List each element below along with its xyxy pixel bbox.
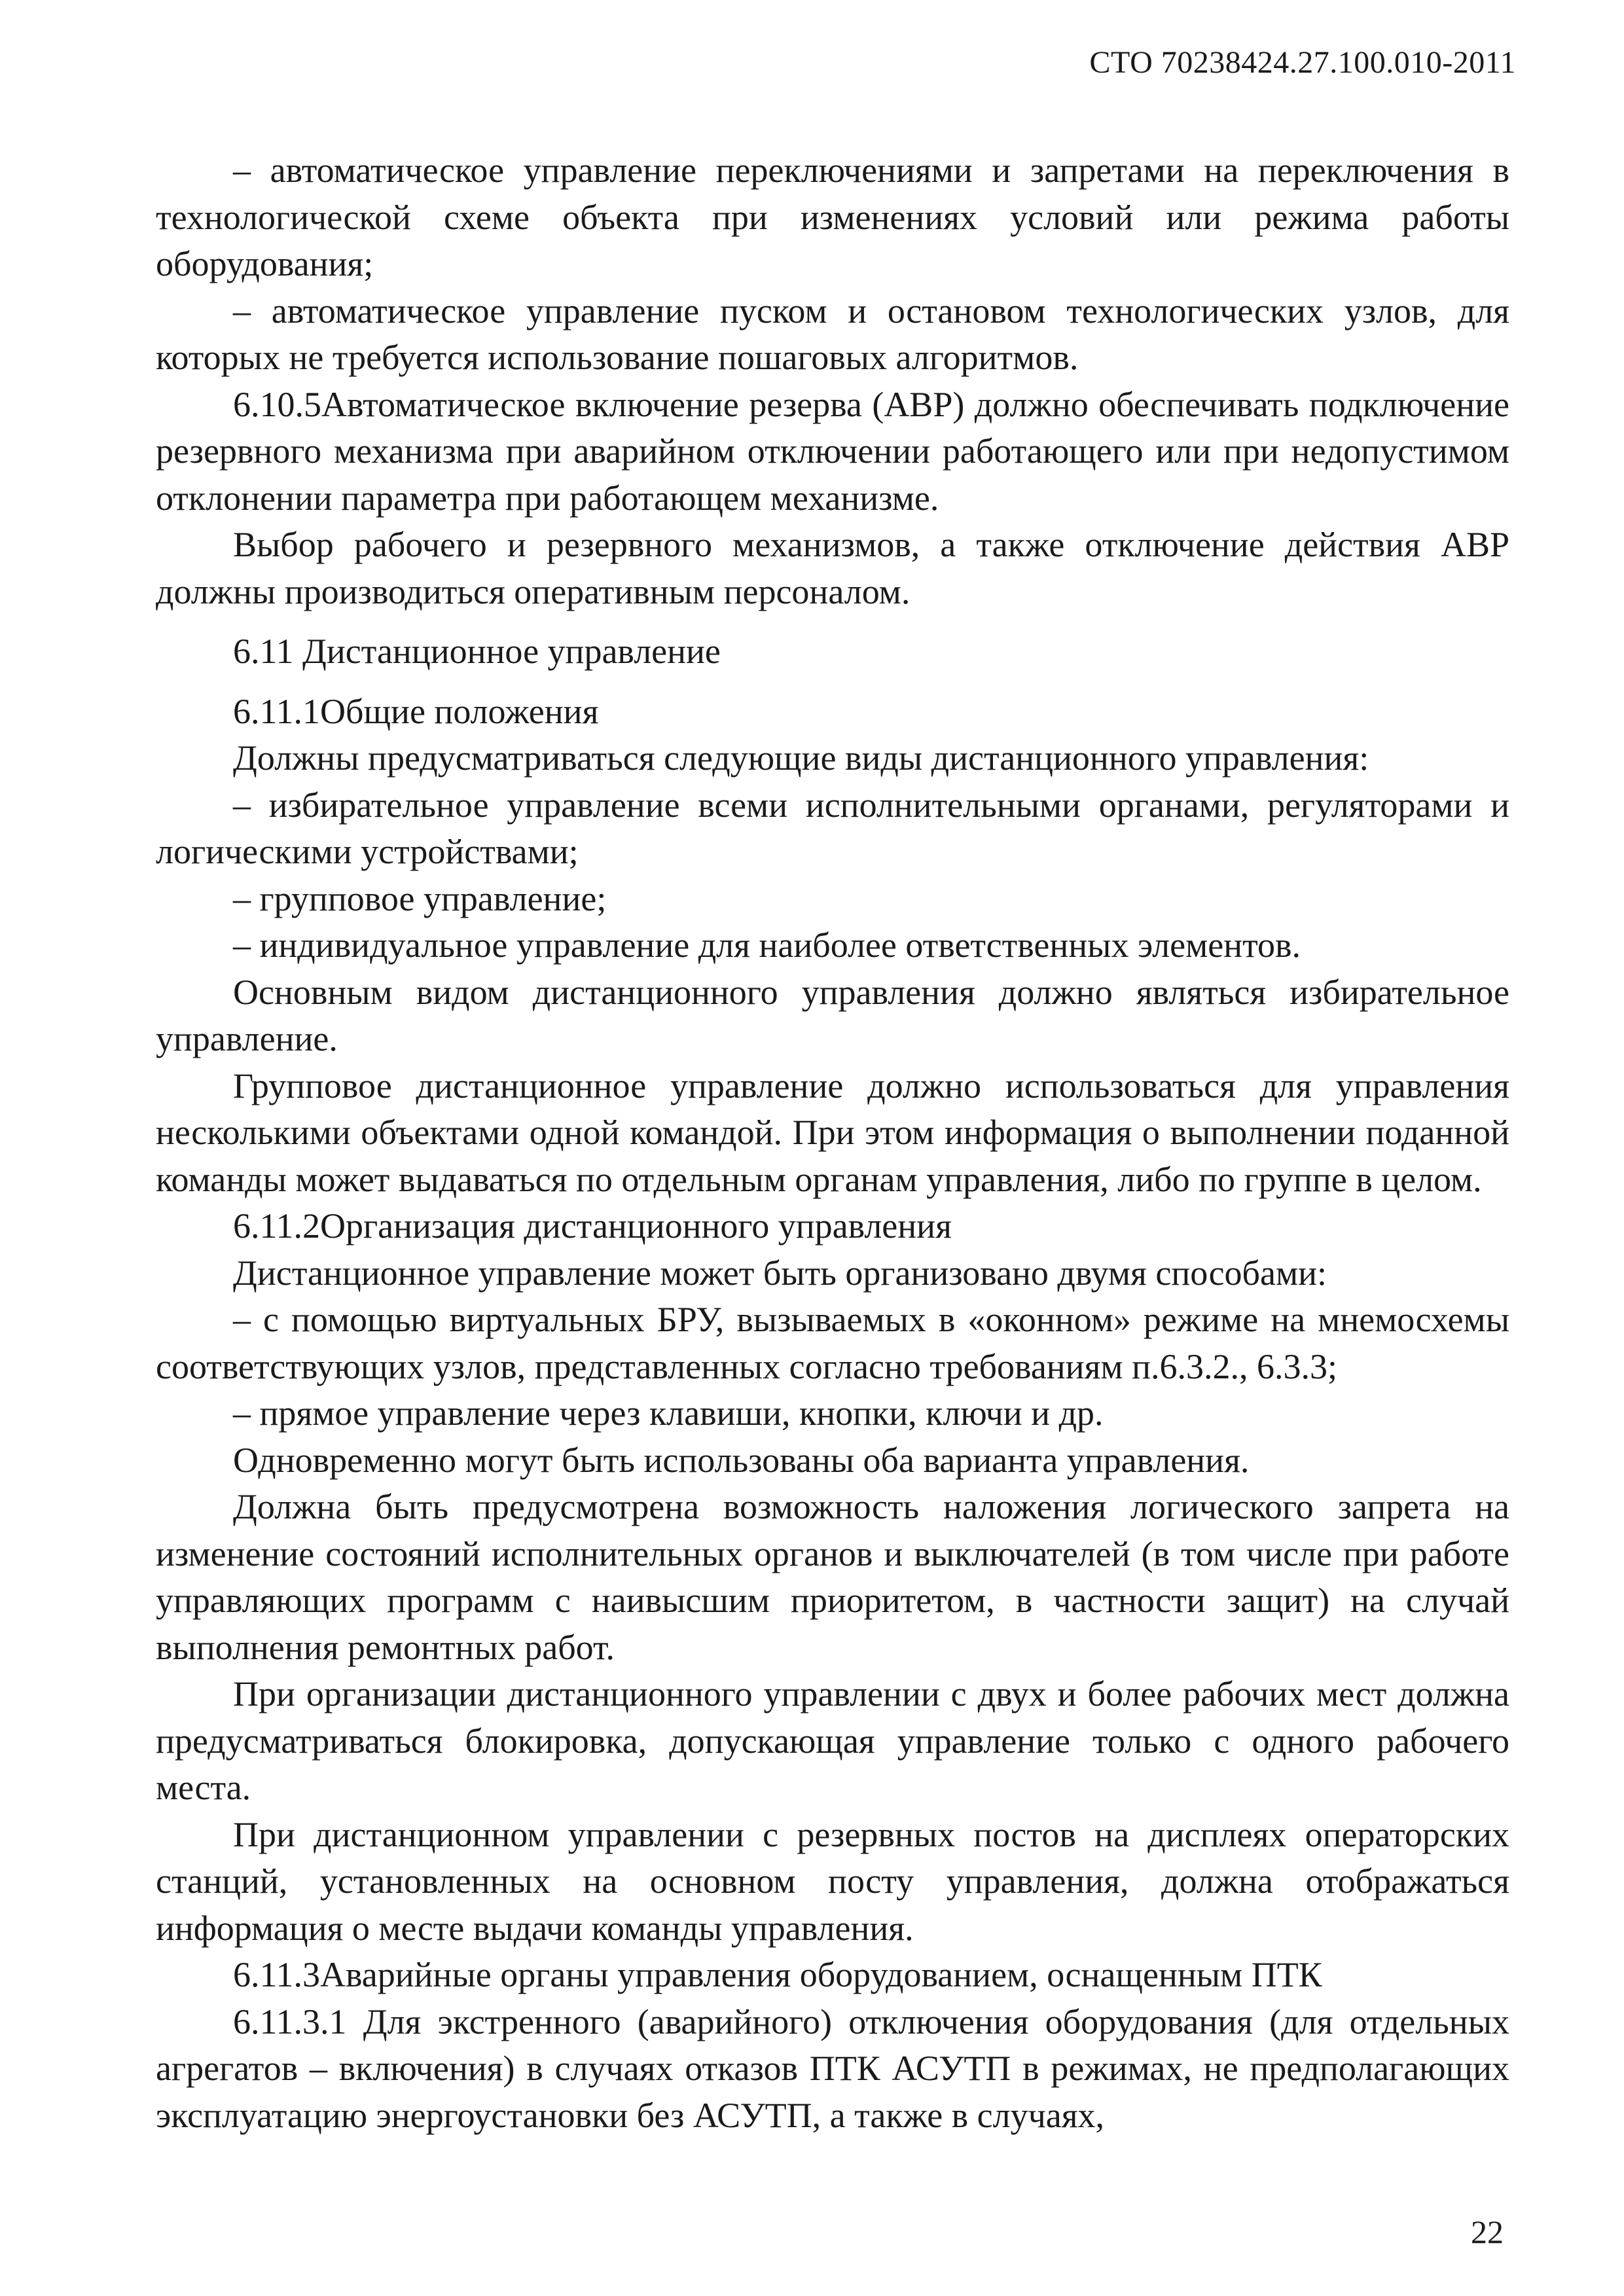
- paragraph: Дистанционное управление может быть организовано двумя способами:: [233, 1253, 1327, 1293]
- document-code-header: СТО 70238424.27.100.010-2011: [1089, 45, 1516, 80]
- paragraph: Должна быть предусмотрена возможность наложения логического запрета на изменение состояний исполнительных органов и выключателей (в том числе при работе управляющих программ с наивысшим приоритетом, в частности защит) на случай выполнения ремонтных работ.: [156, 1487, 1509, 1667]
- clause-6-10-5: 6.10.5Автоматическое включение резерва (АВР) должно обеспечивать подключение резервного механизма при аварийном отключении работающего или при недопустимом отклонении параметра при работающем механизме.: [156, 384, 1509, 518]
- paragraph: При организации дистанционного управлении с двух и более рабочих мест должна предусматриваться блокировка, допускающая управление только с одного рабочего места.: [156, 1674, 1509, 1807]
- list-item: – избирательное управление всеми исполнительными органами, регуляторами и логическими устройствами;: [156, 785, 1509, 871]
- page-body: [156, 147, 1509, 2139]
- page-number: 22: [1471, 2214, 1504, 2250]
- subsection-heading-6-11-3: 6.11.3Аварийные органы управления оборудованием, оснащенным ПТК: [233, 1955, 1322, 1994]
- list-item: – групповое управление;: [233, 878, 607, 918]
- paragraph: Групповое дистанционное управление должно использоваться для управления несколькими объектами одной командой. При этом информация о выполнении поданной команды может выдаваться по отдельным органам управления, либо по группе в целом.: [156, 1066, 1509, 1199]
- list-item: – автоматическое управление пуском и остановом технологических узлов, для которых не требуется использование пошаговых алгоритмов.: [156, 291, 1509, 377]
- subsection-heading-6-11-1: 6.11.1Общие положения: [233, 691, 599, 731]
- paragraph: Выбор рабочего и резервного механизмов, а также отключение действия АВР должны производиться оперативным персоналом.: [156, 525, 1509, 611]
- paragraph: При дистанционном управлении с резервных постов на дисплеях операторских станций, установленных на основном посту управления, должна отображаться информация о месте выдачи команды управления.: [156, 1814, 1509, 1948]
- subsection-heading-6-11-2: 6.11.2Организация дистанционного управления: [233, 1206, 952, 1246]
- list-item: – автоматическое управление переключениями и запретами на переключения в технологической схеме объекта при изменениях условий или режима работы оборудования;: [156, 151, 1509, 283]
- paragraph: Одновременно могут быть использованы оба варианта управления.: [233, 1440, 1250, 1480]
- list-item: – индивидуальное управление для наиболее ответственных элементов.: [233, 925, 1301, 965]
- paragraph: Должны предусматриваться следующие виды дистанционного управления:: [233, 738, 1369, 778]
- list-item: – прямое управление через клавиши, кнопки, ключи и др.: [233, 1393, 1104, 1433]
- list-item: – с помощью виртуальных БРУ, вызываемых в «оконном» режиме на мнемосхемы соответствующих узлов, представленных согласно требованиям п.6.3.2., 6.3.3;: [156, 1300, 1509, 1386]
- section-heading-6-11: 6.11 Дистанционное управление: [233, 632, 721, 671]
- clause-6-11-3-1: 6.11.3.1 Для экстренного (аварийного) отключения оборудования (для отдельных агрегатов – включения) в случаях отказов ПТК АСУТП в режимах, не предполагающих эксплуатацию энергоустановки без АСУТП, а также в случаях,: [156, 2001, 1509, 2135]
- paragraph: Основным видом дистанционного управления должно являться избирательное управление.: [156, 972, 1509, 1058]
